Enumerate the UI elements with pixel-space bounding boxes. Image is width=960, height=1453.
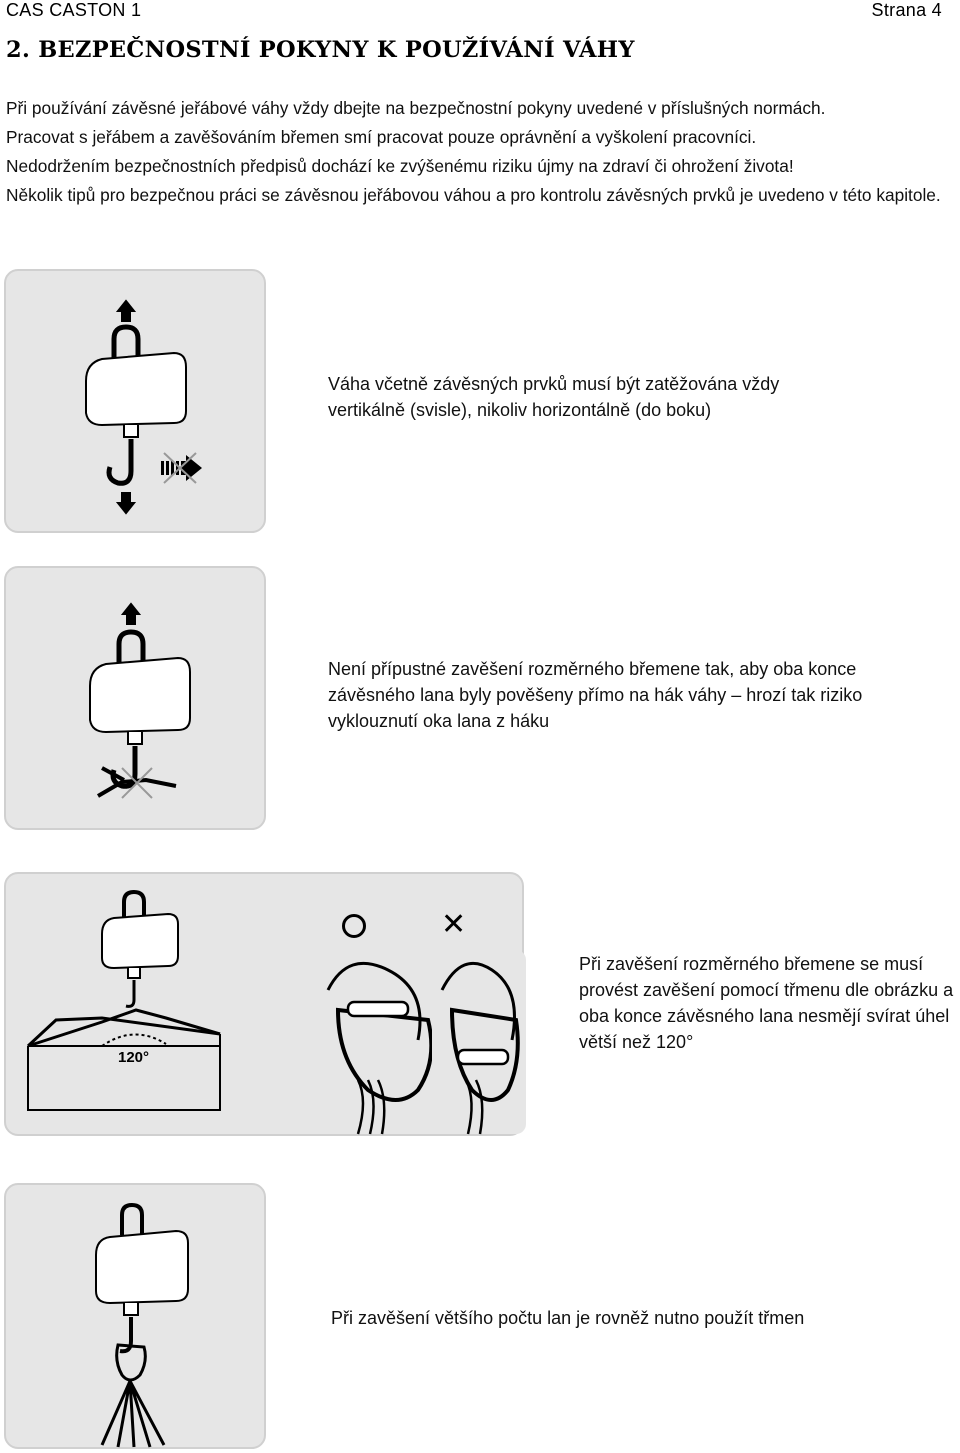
item-text: Při zavěšení většího počtu lan je rovněž nutno použít třmen <box>331 1308 805 1328</box>
illustration-hook-direct <box>4 566 863 830</box>
circle-ok-icon <box>342 914 366 938</box>
intro-line: Několik tipů pro bezpečnou práci se závěsnou jeřábovou váhou a pro kontrolu závěsných prvků je uvedeno v této kapitole. <box>6 185 941 205</box>
illustration-shackle-angle <box>4 872 524 1136</box>
intro-text <box>6 94 951 210</box>
item-text: Při zavěšení rozměrného břemene se musí provést zavěšení pomocí třmenu dle obrázku a oba konce závěsného lana nesmějí svírat úhel větší než 120° <box>579 954 954 1052</box>
intro-line: Nedodržením bezpečnostních předpisů dochází ke zvýšenému riziku újmy na zdraví či ohrožení života! <box>6 156 794 176</box>
page-number: Strana 4 <box>871 0 942 20</box>
section-title: 2. BEZPEČNOSTNÍ POKYNY K POUŽÍVÁNÍ VÁHY <box>6 37 635 63</box>
item-text: Není přípustné zavěšení rozměrného břemene tak, aby oba konce závěsného lana byly pověšeny přímo na hák váhy – hrozí tak riziko vyklouznutí oka lana z háku <box>328 659 863 731</box>
illustration-multiple-ropes <box>4 1183 266 1449</box>
item-text: Váha včetně závěsných prvků musí být zatěžována vždy vertikálně (svisle), nikoliv horizontálně (do boku) <box>328 374 780 420</box>
shackle-wrong-figure <box>432 950 526 1134</box>
intro-line: Pracovat s jeřábem a zavěšováním břemen smí pracovat pouze oprávnění a vyškolení pracovníci. <box>6 127 757 147</box>
angle-label: 120° <box>118 1049 150 1066</box>
intro-line: Při používání závěsné jeřábové váhy vždy dbejte na bezpečnostní pokyny uvedené v příslušných normách. <box>6 98 826 118</box>
page-header-left: CAS CASTON 1 <box>6 0 142 20</box>
illustration-vertical-load <box>4 269 780 533</box>
cross-icon: ✕ <box>441 908 467 941</box>
